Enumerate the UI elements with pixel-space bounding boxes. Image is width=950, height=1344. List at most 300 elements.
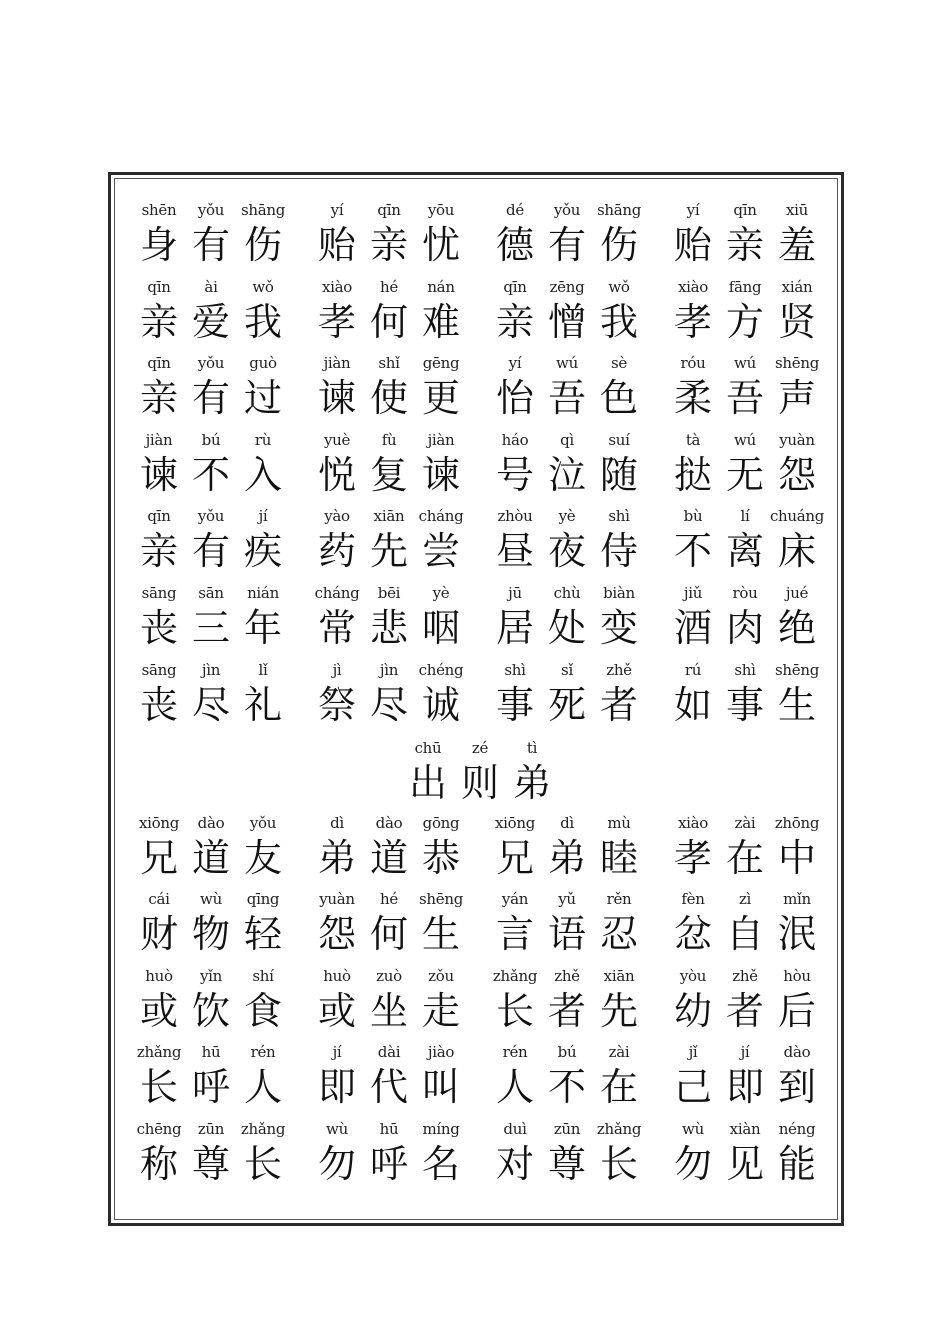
pinyin: bú <box>557 1043 577 1061</box>
verse-phrase <box>489 430 645 506</box>
hanzi: 亲 <box>369 223 408 267</box>
verse-char <box>593 506 645 582</box>
pinyin: yào <box>324 507 350 525</box>
pinyin: ài <box>204 278 218 296</box>
pinyin: yán <box>501 890 529 908</box>
verse-char <box>541 277 593 353</box>
verse-char <box>541 813 593 889</box>
hanzi: 怨 <box>777 453 816 497</box>
verse-char <box>593 966 645 1042</box>
hanzi: 事 <box>495 683 534 727</box>
verse-phrase <box>489 200 645 276</box>
hanzi: 方 <box>725 300 764 344</box>
pinyin: chéng <box>418 661 464 679</box>
pinyin: sāng <box>141 584 177 602</box>
pinyin: shì <box>608 507 630 525</box>
verse-char <box>667 889 719 965</box>
hanzi: 勿 <box>317 1142 356 1186</box>
pinyin: qīn <box>377 201 401 219</box>
verse-char <box>541 430 593 506</box>
pinyin: guò <box>249 354 277 372</box>
verse-char <box>311 200 363 276</box>
hanzi: 绝 <box>777 606 816 650</box>
verse-char <box>719 506 771 582</box>
verse-char <box>541 200 593 276</box>
verse-char <box>719 430 771 506</box>
verse-char <box>593 1042 645 1118</box>
pinyin: wù <box>326 1120 348 1138</box>
pinyin: jiàn <box>145 431 173 449</box>
hanzi: 疾 <box>243 529 282 573</box>
pinyin: zēng <box>549 278 585 296</box>
hanzi: 我 <box>243 300 282 344</box>
pinyin: shāng <box>596 201 642 219</box>
verse-phrase <box>311 277 467 353</box>
verse-char <box>237 889 289 965</box>
hanzi: 勿 <box>673 1142 712 1186</box>
verse-char <box>363 506 415 582</box>
verse-phrase <box>311 430 467 506</box>
pinyin: sè <box>611 354 627 372</box>
hanzi: 离 <box>725 529 764 573</box>
verse-char <box>489 200 541 276</box>
hanzi: 即 <box>317 1065 356 1109</box>
verse-char <box>185 200 237 276</box>
pinyin: yǒu <box>249 814 277 832</box>
verse-phrase <box>311 506 467 582</box>
pinyin: xián <box>781 278 813 296</box>
pinyin: fù <box>381 431 397 449</box>
verse-phrase <box>133 200 289 276</box>
verse-phrase <box>133 353 289 429</box>
verse-row <box>133 430 823 506</box>
verse-phrase <box>667 1042 823 1118</box>
verse-char <box>237 506 289 582</box>
title-char <box>454 738 506 806</box>
hanzi: 幼 <box>673 989 712 1033</box>
verse-char <box>133 353 185 429</box>
hanzi: 言 <box>495 912 534 956</box>
hanzi: 后 <box>777 989 816 1033</box>
hanzi: 在 <box>725 836 764 880</box>
pinyin: hé <box>380 278 398 296</box>
verse-phrase <box>311 583 467 659</box>
pinyin: háo <box>501 431 529 449</box>
pinyin: shāng <box>240 201 286 219</box>
pinyin: nián <box>247 584 279 602</box>
hanzi: 贻 <box>673 223 712 267</box>
pinyin: zé <box>471 739 489 757</box>
pinyin: xiū <box>785 201 809 219</box>
pinyin: shēng <box>419 890 463 908</box>
verse-char <box>185 353 237 429</box>
verse-char <box>771 430 823 506</box>
pinyin: yí <box>330 201 344 219</box>
verse-phrase <box>489 966 645 1042</box>
hanzi: 柔 <box>673 376 712 420</box>
hanzi: 诚 <box>421 683 460 727</box>
pinyin: qīn <box>733 201 757 219</box>
hanzi: 羞 <box>777 223 816 267</box>
pinyin: dào <box>197 814 225 832</box>
hanzi: 尽 <box>191 683 230 727</box>
hanzi: 走 <box>421 989 460 1033</box>
verse-phrase <box>667 353 823 429</box>
hanzi: 身 <box>139 223 178 267</box>
hanzi: 无 <box>725 453 764 497</box>
verse-char <box>237 813 289 889</box>
hanzi: 在 <box>599 1065 638 1109</box>
pinyin: zhě <box>606 661 632 679</box>
hanzi: 饮 <box>191 989 230 1033</box>
pinyin: chēng <box>136 1120 182 1138</box>
pinyin: rù <box>254 431 272 449</box>
hanzi: 恭 <box>421 836 460 880</box>
verse-char <box>489 583 541 659</box>
hanzi: 财 <box>139 912 178 956</box>
verse-char <box>415 1042 467 1118</box>
verse-phrase <box>133 506 289 582</box>
pinyin: zūn <box>197 1120 225 1138</box>
hanzi: 道 <box>369 836 408 880</box>
verse-char <box>771 1119 823 1195</box>
hanzi: 中 <box>777 836 816 880</box>
hanzi: 自 <box>725 912 764 956</box>
verse-phrase <box>667 583 823 659</box>
pinyin: yǒu <box>197 201 225 219</box>
hanzi: 到 <box>777 1065 816 1109</box>
verse-char <box>363 813 415 889</box>
hanzi: 有 <box>547 223 586 267</box>
pinyin: qì <box>560 431 574 449</box>
verse-phrase <box>489 1042 645 1118</box>
hanzi: 如 <box>673 683 712 727</box>
verse-phrase <box>311 1119 467 1195</box>
verse-char <box>415 200 467 276</box>
verse-char <box>415 430 467 506</box>
hanzi: 怡 <box>495 376 534 420</box>
verse-char <box>185 583 237 659</box>
hanzi: 挞 <box>673 453 712 497</box>
verse-phrase <box>667 966 823 1042</box>
hanzi: 不 <box>191 453 230 497</box>
verse-row <box>133 200 823 276</box>
hanzi: 即 <box>725 1065 764 1109</box>
verse-char <box>133 583 185 659</box>
hanzi: 酒 <box>673 606 712 650</box>
verse-char <box>133 1042 185 1118</box>
pinyin: qīn <box>147 278 171 296</box>
hanzi: 有 <box>191 223 230 267</box>
verse-char <box>185 889 237 965</box>
verse-char <box>133 966 185 1042</box>
verse-phrase <box>311 1042 467 1118</box>
verse-phrase <box>133 889 289 965</box>
verse-char <box>541 1119 593 1195</box>
hanzi: 侍 <box>599 529 638 573</box>
verse-char <box>363 353 415 429</box>
verse-char <box>541 1042 593 1118</box>
verse-row <box>133 353 823 429</box>
pinyin: sǐ <box>561 661 573 679</box>
pinyin: yuàn <box>319 890 355 908</box>
pinyin: gōng <box>422 814 460 832</box>
hanzi: 名 <box>421 1142 460 1186</box>
pinyin: rú <box>684 661 702 679</box>
pinyin: shēng <box>775 354 819 372</box>
pinyin: rén <box>502 1043 528 1061</box>
verse-char <box>133 1119 185 1195</box>
pinyin: yuè <box>323 431 351 449</box>
hanzi: 伤 <box>599 223 638 267</box>
verse-row <box>133 813 823 889</box>
hanzi: 三 <box>191 606 230 650</box>
hanzi: 礼 <box>243 683 282 727</box>
pinyin: zhǎng <box>596 1120 642 1138</box>
pinyin: wǒ <box>608 278 630 296</box>
hanzi: 悦 <box>317 453 356 497</box>
hanzi: 先 <box>599 989 638 1033</box>
hanzi: 谏 <box>317 376 356 420</box>
pinyin: jǐ <box>688 1043 698 1061</box>
verse-char <box>133 277 185 353</box>
hanzi: 死 <box>547 683 586 727</box>
hanzi: 何 <box>369 912 408 956</box>
verse-char <box>133 660 185 736</box>
hanzi: 亲 <box>495 300 534 344</box>
verse-char <box>719 889 771 965</box>
hanzi: 忿 <box>673 912 712 956</box>
pinyin: yǐn <box>199 967 223 985</box>
verse-char <box>311 353 363 429</box>
verse-char <box>311 1119 363 1195</box>
pinyin: shì <box>734 661 756 679</box>
hanzi: 出 <box>408 761 447 805</box>
hanzi: 孝 <box>317 300 356 344</box>
hanzi: 尝 <box>421 529 460 573</box>
pinyin: néng <box>778 1120 816 1138</box>
hanzi: 不 <box>673 529 712 573</box>
verse-phrase <box>667 660 823 736</box>
hanzi: 尽 <box>369 683 408 727</box>
hanzi: 怨 <box>317 912 356 956</box>
verse-char <box>541 889 593 965</box>
pinyin: yǒu <box>197 354 225 372</box>
verse-char <box>415 277 467 353</box>
hanzi: 者 <box>547 989 586 1033</box>
verse-char <box>489 353 541 429</box>
hanzi: 长 <box>599 1142 638 1186</box>
verse-char <box>719 583 771 659</box>
pinyin: zūn <box>553 1120 581 1138</box>
hanzi: 号 <box>495 453 534 497</box>
pinyin: zhě <box>732 967 758 985</box>
pinyin: shēng <box>775 661 819 679</box>
hanzi: 变 <box>599 606 638 650</box>
hanzi: 忍 <box>599 912 638 956</box>
verse-char <box>185 660 237 736</box>
verse-char <box>489 660 541 736</box>
verse-row <box>133 277 823 353</box>
pinyin: jìn <box>379 661 399 679</box>
hanzi: 丧 <box>139 683 178 727</box>
pinyin: mǐn <box>783 890 811 908</box>
pinyin: jí <box>332 1043 342 1061</box>
pinyin: jí <box>258 507 268 525</box>
hanzi: 常 <box>317 606 356 650</box>
hanzi: 长 <box>243 1142 282 1186</box>
pinyin: jiǔ <box>683 584 703 602</box>
verse-char <box>237 430 289 506</box>
hanzi: 食 <box>243 989 282 1033</box>
verse-row <box>133 660 823 736</box>
verse-phrase <box>489 889 645 965</box>
verse-phrase <box>133 430 289 506</box>
pinyin: huò <box>145 967 173 985</box>
pinyin: jū <box>508 584 522 602</box>
verse-char <box>593 200 645 276</box>
pinyin: cháng <box>314 584 360 602</box>
verse-phrase <box>311 200 467 276</box>
verse-phrase <box>133 966 289 1042</box>
verse-phrase <box>667 813 823 889</box>
verse-row <box>133 1042 823 1118</box>
pinyin: zhòu <box>497 507 533 525</box>
verse-char <box>771 277 823 353</box>
verse-char <box>415 966 467 1042</box>
pinyin: bēi <box>377 584 401 602</box>
verse-char <box>415 889 467 965</box>
verse-char <box>771 660 823 736</box>
pinyin: cháng <box>418 507 464 525</box>
hanzi: 使 <box>369 376 408 420</box>
hanzi: 孝 <box>673 300 712 344</box>
hanzi: 呼 <box>369 1142 408 1186</box>
verse-char <box>311 277 363 353</box>
verse-phrase <box>133 277 289 353</box>
pinyin: dé <box>506 201 524 219</box>
pinyin: jiào <box>427 1043 455 1061</box>
hanzi: 泣 <box>547 453 586 497</box>
pinyin: zài <box>734 814 756 832</box>
hanzi: 祭 <box>317 683 356 727</box>
verse-char <box>415 583 467 659</box>
verse-char <box>667 966 719 1042</box>
verse-phrase <box>133 1042 289 1118</box>
verse-char <box>489 889 541 965</box>
hanzi: 兄 <box>139 836 178 880</box>
verse-char <box>719 277 771 353</box>
hanzi: 生 <box>421 912 460 956</box>
verse-char <box>667 583 719 659</box>
verse-char <box>237 966 289 1042</box>
pinyin: yōu <box>427 201 455 219</box>
verse-char <box>719 1119 771 1195</box>
pinyin: cái <box>148 890 170 908</box>
hanzi: 坐 <box>369 989 408 1033</box>
pinyin: fāng <box>728 278 762 296</box>
verse-char <box>363 1119 415 1195</box>
pinyin: wǒ <box>252 278 274 296</box>
hanzi: 亲 <box>139 376 178 420</box>
verse-char <box>771 966 823 1042</box>
verse-phrase <box>311 889 467 965</box>
verse-char <box>133 506 185 582</box>
verse-char <box>311 1042 363 1118</box>
pinyin: dào <box>375 814 403 832</box>
hanzi: 谏 <box>421 453 460 497</box>
hanzi: 则 <box>460 761 499 805</box>
verse-char <box>311 506 363 582</box>
verse-char <box>593 277 645 353</box>
pinyin: chuáng <box>769 507 825 525</box>
verse-char <box>593 813 645 889</box>
verse-char <box>719 660 771 736</box>
hanzi: 声 <box>777 376 816 420</box>
hanzi: 贤 <box>777 300 816 344</box>
verse-row <box>133 889 823 965</box>
pinyin: dài <box>377 1043 401 1061</box>
verse-char <box>489 277 541 353</box>
hanzi: 年 <box>243 606 282 650</box>
pinyin: wù <box>200 890 222 908</box>
pinyin: lǐ <box>258 661 268 679</box>
verse-char <box>771 1042 823 1118</box>
hanzi: 弟 <box>547 836 586 880</box>
hanzi: 随 <box>599 453 638 497</box>
verse-char <box>415 1119 467 1195</box>
hanzi: 孝 <box>673 836 712 880</box>
verse-row <box>133 506 823 582</box>
verse-phrase <box>489 1119 645 1195</box>
hanzi: 事 <box>725 683 764 727</box>
title-char <box>402 738 454 806</box>
pinyin: dào <box>783 1043 811 1061</box>
pinyin: zhōng <box>774 814 820 832</box>
verse-char <box>363 1042 415 1118</box>
hanzi: 尊 <box>191 1142 230 1186</box>
hanzi: 泯 <box>777 912 816 956</box>
hanzi: 复 <box>369 453 408 497</box>
pinyin: bú <box>201 431 221 449</box>
pinyin: xiào <box>677 814 709 832</box>
hanzi: 己 <box>673 1065 712 1109</box>
verse-char <box>667 813 719 889</box>
hanzi: 悲 <box>369 606 408 650</box>
hanzi: 我 <box>599 300 638 344</box>
pinyin: huò <box>323 967 351 985</box>
verse-char <box>363 660 415 736</box>
pinyin: wú <box>556 354 578 372</box>
verse-char <box>363 583 415 659</box>
verse-char <box>237 1042 289 1118</box>
verse-phrase <box>489 506 645 582</box>
pinyin: tà <box>685 431 701 449</box>
pinyin: shǐ <box>378 354 400 372</box>
hanzi: 有 <box>191 376 230 420</box>
pinyin: fèn <box>681 890 705 908</box>
verse-phrase <box>489 277 645 353</box>
verse-char <box>185 430 237 506</box>
verse-phrase <box>667 430 823 506</box>
verse-char <box>771 813 823 889</box>
pinyin: róu <box>680 354 706 372</box>
pinyin: chū <box>414 739 442 757</box>
verse-char <box>719 1042 771 1118</box>
verse-char <box>667 353 719 429</box>
verse-char <box>719 813 771 889</box>
verse-char <box>771 583 823 659</box>
